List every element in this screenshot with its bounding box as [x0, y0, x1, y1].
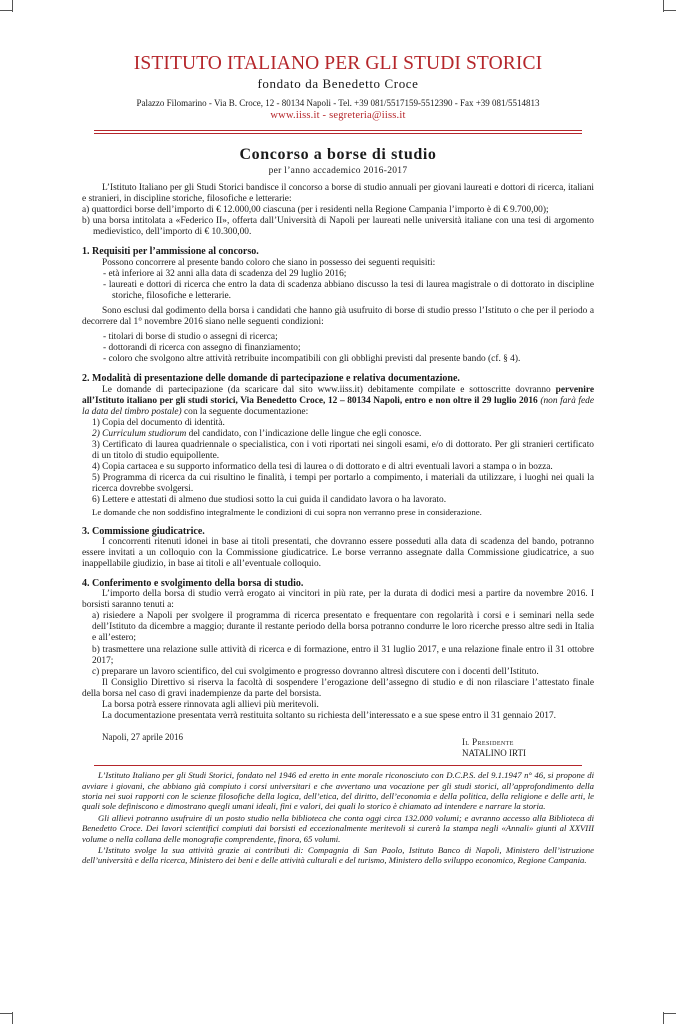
- footer-notes: [82, 770, 594, 866]
- document-item: 4) Copia cartacea e su supporto informatico della tesi di laurea o di dottorato e di altri eventuali lavori a stampa o in bozza.: [92, 462, 553, 473]
- crop-mark: [12, 0, 13, 12]
- president-title: Il Presidente: [462, 737, 514, 748]
- section-2-paragraph: [82, 385, 594, 418]
- web-contact[interactable]: www.iiss.it - segreteria@iiss.it: [270, 110, 406, 121]
- president-block: [462, 737, 526, 759]
- exclusion-item: - titolari di borse di studio o assegni di ricerca;: [103, 332, 278, 343]
- section-3-heading: 3. Commissione giudicatrice.: [82, 525, 205, 537]
- section-4-paragraph: La borsa potrà essere rinnovata agli allievi più meritevoli.: [102, 700, 319, 711]
- document-item: 6) Lettere e attestati di almeno due studiosi sotto la cui guida il candidato lavora o ha lavorato.: [92, 495, 447, 506]
- page-title: Concorso a borse di studio: [239, 146, 437, 163]
- document-body: [82, 183, 594, 722]
- obligation-item: c) preparare un lavoro scientifico, del cui svolgimento e progresso dovranno altresì discutere con i docenti dell’Istituto.: [92, 666, 539, 677]
- president-name: NATALINO IRTI: [462, 748, 526, 759]
- signature-area: [82, 732, 594, 759]
- section-4-heading: 4. Conferimento e svolgimento della borsa di studio.: [82, 578, 304, 589]
- obligation-item: a) risiedere a Napoli per svolgere il programma di ricerca presentato e frequentare con regolarità i corsi e i seminari nella sede dell’Istituto da dicembre a maggio; durante il restante periodo della borsa potranno condurre le loro ricerche presso altre sedi in Italia e all’estero;: [92, 611, 594, 644]
- obligation-item: b) trasmettere una relazione sulle attività di ricerca e di formazione, entro il 31 luglio 2017, e una relazione finale entro il 31 ottobre 2017;: [92, 644, 594, 666]
- crop-mark: [664, 1013, 676, 1014]
- section-2-heading: 2. Modalità di presentazione delle domande di partecipazione e relativa documentazione.: [82, 373, 460, 385]
- document-item-text: del candidato, con l’indicazione delle lingue che egli conosce.: [186, 428, 422, 439]
- curriculum-term: 2) Curriculum studiorum: [92, 428, 187, 439]
- crop-mark: [0, 1013, 12, 1014]
- section-4-paragraph: L’importo della borsa di studio verrà erogato ai vincitori in più rate, per la durata di dodici mesi a partire da novembre 2016. I borsisti saranno tenuti a:: [82, 589, 594, 611]
- requirement-item: - laureati e dottori di ricerca che entro la data di scadenza abbiano discusso la tesi di laurea magistrale o di dottorato in discipline storiche, filosofiche e letterarie.: [103, 279, 594, 301]
- founded-by: fondato da Benedetto Croce: [257, 76, 419, 91]
- exclusion-item: - dottorandi di ricerca con assegno di finanziamento;: [103, 343, 301, 354]
- crop-mark: [0, 10, 12, 11]
- document-item: [82, 429, 594, 440]
- letterhead: [82, 53, 594, 121]
- s2-postmark-note: (non farà fede la data del timbro postale): [82, 395, 594, 417]
- address-line: Palazzo Filomarino - Via B. Croce, 12 - 80134 Napoli - Tel. +39 081/5517159-5512390 - Fax +39 081/5514813: [136, 98, 540, 108]
- section-3-paragraph: I concorrenti ritenuti idonei in base ai titoli presentati, che dovranno essere posseduti alla data di scadenza del bando, potranno essere invitati a un colloquio con la Commissione giudicatrice. Le borse verranno assegnate dalla Commissione giudicatrice, a suo inappellabile giudizio, in base ai titoli e all’eventuale colloquio.: [82, 536, 594, 569]
- header-divider: [94, 130, 582, 134]
- s2-deadline: pervenire all’Istituto italiano per gli studi storici, Via Benedetto Croce, 12 – 80134 Napoli, entro e non oltre il 29 luglio 2016: [82, 384, 594, 406]
- section-1-paragraph: Possono concorrere al presente bando coloro che siano in possesso dei seguenti requisiti:: [102, 257, 436, 268]
- section-4-paragraph: Il Consiglio Direttivo si riserva la facoltà di sospendere l’erogazione dell’assegno di studio e di non rilasciare l’attestato finale della borsa nel caso di gravi inadempienze da parte del borsista.: [82, 677, 594, 699]
- page-subtitle: per l’anno accademico 2016-2017: [268, 166, 408, 176]
- s2-text-d: con la seguente documentazione:: [181, 406, 309, 417]
- crop-mark: [663, 0, 664, 12]
- section-2-note: Le domande che non soddisfino integralmente le condizioni di cui sopra non verranno prese in considerazione.: [92, 506, 482, 517]
- requirement-item: - età inferiore ai 32 anni alla data di scadenza del 29 luglio 2016;: [103, 268, 347, 279]
- crop-mark: [664, 10, 676, 11]
- footer-paragraph: Gli allievi potranno usufruire di un posto studio nella biblioteca che conta oggi circa 132.000 volumi; e avranno accesso alla Biblioteca di Benedetto Croce. Dei lavori scientifici compiuti dai borsisti ed eccezionalmente meritevoli si curerà la stampa negli «Annali» giunti al XXVIII volume o nella collana delle monografie comprendente, finora, 65 volumi.: [82, 812, 594, 844]
- intro-item-b: b) una borsa intitolata a «Federico II», offerta dall’Università di Napoli per laureati nelle università italiane con una tesi di argomento medievistico, dell’importo di € 10.300,00.: [82, 216, 594, 238]
- footer-divider: [94, 765, 582, 766]
- crop-mark: [663, 1012, 664, 1024]
- document-page: [82, 50, 594, 867]
- institute-name: ISTITUTO ITALIANO PER GLI STUDI STORICI: [133, 53, 543, 74]
- footer-paragraph: L’Istituto Italiano per gli Studi Storici, fondato nel 1946 ed eretto in ente morale riconosciuto con D.C.P.S. del 9.1.1947 n° 46, si propone di avviare i giovani, che abbiano già compiuto i corsi universitari e che avvertano una vocazione per gli studi storici, all’approfondimento della storia nei suoi rapporti con le scienze filosofiche della logica, dell’etica, del diritto, dell’economia e della politica, della religione e delle arti, le quali sole definiscono e dimostrano quegli umani ideali, fini e valori, dei quali lo storico è chiamato ad intendere e narrare la storia.: [82, 770, 594, 812]
- document-item: 5) Programma di ricerca da cui risultino le finalità, i tempi per portarlo a compimento, i materiali da utilizzare, i luoghi nei quali la ricerca dovrebbe svolgersi.: [92, 473, 594, 495]
- section-1-paragraph: Sono esclusi dal godimento della borsa i candidati che hanno già usufruito di borse di studio presso l’Istituto o che per il periodo a decorrere dal 1° novembre 2016 siano nelle seguenti condizioni:: [82, 305, 594, 328]
- intro-item-a: a) quattordici borse dell’importo di € 12.000,00 ciascuna (per i residenti nella Regione Campania l’importo è di € 9.700,00);: [82, 205, 549, 216]
- section-4-paragraph: La documentazione presentata verrà restituita soltanto su richiesta dell’interessato e a sue spese entro il 31 gennaio 2017.: [102, 711, 557, 722]
- s2-text-a: Le domande di partecipazione (da scaricare dal sito www.iiss.it) debitamente compilate e sottoscritte dovranno: [102, 384, 556, 395]
- document-item: 1) Copia del documento di identità.: [92, 417, 225, 428]
- document-item: 3) Certificato di laurea quadriennale o specialistica, con i voti riportati nei singoli esami, e/o di dottorato. Per gli stranieri certificato di un titolo di studio equipollente.: [92, 439, 594, 462]
- place-date: Napoli, 27 aprile 2016: [102, 732, 183, 743]
- exclusion-item: - coloro che svolgono altre attività retribuite incompatibili con gli obblighi previsti dal presente bando (cf. § 4).: [103, 354, 521, 365]
- footer-paragraph: L’Istituto svolge la sua attività grazie ai contributi di: Compagnia di San Paolo, Istituto Banco di Napoli, Ministero dell’istruzione dell’università e della ricerca, Ministero dei beni e delle attività culturali e del turismo, Ministero dello sviluppo economico, Regione Campania.: [82, 845, 594, 866]
- section-1-heading: 1. Requisiti per l’ammissione al concorso.: [82, 246, 259, 258]
- intro-paragraph: L’Istituto Italiano per gli Studi Storici bandisce il concorso a borse di studio annuali per giovani laureati e dottori di ricerca, italiani e stranieri, in discipline storiche, filosofiche e letterarie:: [82, 183, 594, 205]
- crop-mark: [12, 1012, 13, 1024]
